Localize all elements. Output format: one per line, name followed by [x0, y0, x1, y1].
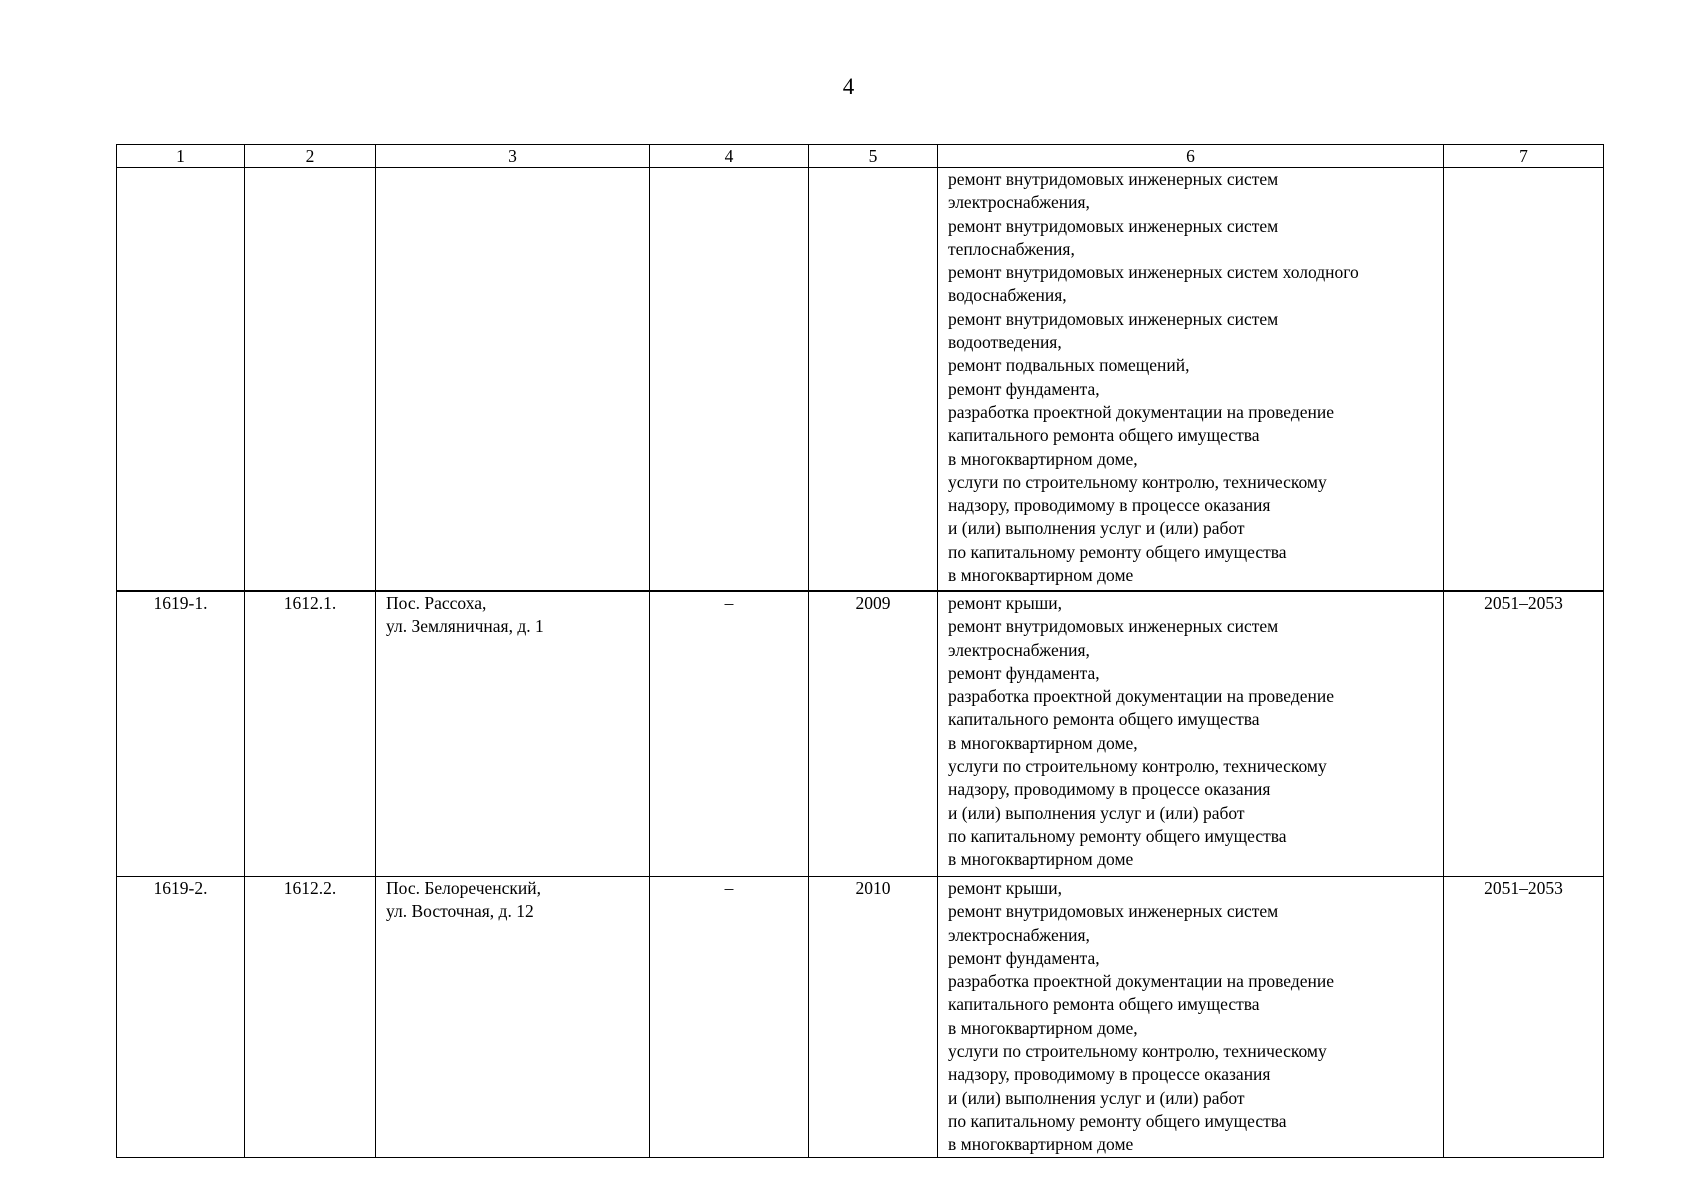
text-line: по капитальному ремонту общего имущества	[948, 1110, 1287, 1131]
text-line: ремонт крыши,	[948, 878, 1062, 898]
table-row	[117, 168, 1604, 592]
text-line: ремонт внутридомовых инженерных систем	[948, 308, 1279, 329]
text-line: ремонт внутридомовых инженерных систем	[948, 169, 1279, 189]
column-header-7: 7	[1444, 145, 1604, 168]
text-line: ремонт фундамента,	[948, 947, 1100, 968]
text-line: в многоквартирном доме	[948, 565, 1134, 586]
text-line: в многоквартирном доме	[948, 849, 1134, 870]
column-4-cell	[650, 168, 809, 592]
text-line: электроснабжения,	[948, 924, 1090, 945]
text-line: надзору, проводимому в процессе оказания	[948, 495, 1271, 516]
period-cell: 2051–2053	[1444, 877, 1604, 1158]
text-line: водоснабжения,	[948, 285, 1067, 306]
address-cell	[376, 877, 650, 1158]
text-line: надзору, проводимому в процессе оказания	[948, 779, 1271, 800]
text-line: капитального ремонта общего имущества	[948, 425, 1260, 446]
text-line: услуги по строительному контролю, техническому	[948, 756, 1327, 777]
works-list-cell	[938, 168, 1444, 592]
text-line: ремонт фундамента,	[948, 662, 1100, 683]
text-line: в многоквартирном доме,	[948, 732, 1138, 753]
period-cell	[1444, 168, 1604, 592]
row-number-cell: 1619-2.	[117, 877, 245, 1158]
header-row	[117, 145, 1604, 168]
program-number-cell: 1612.2.	[245, 877, 376, 1158]
text-line: по капитальному ремонту общего имущества	[948, 825, 1287, 846]
text-line: ул. Восточная, д. 12	[386, 901, 534, 922]
program-number-cell	[245, 168, 376, 592]
text-line: ремонт внутридомовых инженерных систем	[948, 215, 1279, 236]
column-4-cell: –	[650, 591, 809, 877]
text-line: в многоквартирном доме,	[948, 448, 1138, 469]
text-line: ремонт подвальных помещений,	[948, 355, 1190, 376]
table-row	[117, 591, 1604, 877]
text-line: услуги по строительному контролю, техническому	[948, 471, 1327, 492]
column-header-6: 6	[938, 145, 1444, 168]
text-line: капитального ремонта общего имущества	[948, 994, 1260, 1015]
text-line: электроснабжения,	[948, 192, 1090, 213]
text-line: услуги по строительному контролю, техническому	[948, 1041, 1327, 1062]
text-line: и (или) выполнения услуг и (или) работ	[948, 518, 1245, 539]
repair-schedule-table	[116, 144, 1604, 1158]
text-line: ремонт внутридомовых инженерных систем	[948, 616, 1279, 637]
text-line: ремонт фундамента,	[948, 378, 1100, 399]
column-header-1: 1	[117, 145, 245, 168]
column-header-3: 3	[376, 145, 650, 168]
program-number-cell: 1612.1.	[245, 591, 376, 877]
column-header-2: 2	[245, 145, 376, 168]
text-line: Пос. Рассоха,	[386, 593, 487, 613]
works-list-cell	[938, 591, 1444, 877]
text-line: разработка проектной документации на проведение	[948, 686, 1334, 707]
works-list-cell	[938, 877, 1444, 1158]
text-line: теплоснабжения,	[948, 238, 1075, 259]
period-cell: 2051–2053	[1444, 591, 1604, 877]
text-line: ремонт внутридомовых инженерных систем холодного	[948, 262, 1359, 283]
table-row	[117, 877, 1604, 1158]
text-line: ремонт крыши,	[948, 593, 1062, 613]
text-line: и (или) выполнения услуг и (или) работ	[948, 1087, 1245, 1108]
address-cell	[376, 591, 650, 877]
text-line: по капитальному ремонту общего имущества	[948, 541, 1287, 562]
column-4-cell: –	[650, 877, 809, 1158]
year-cell: 2010	[809, 877, 938, 1158]
column-header-4: 4	[650, 145, 809, 168]
text-line: капитального ремонта общего имущества	[948, 709, 1260, 730]
text-line: ремонт внутридомовых инженерных систем	[948, 901, 1279, 922]
text-line: электроснабжения,	[948, 639, 1090, 660]
address-cell	[376, 168, 650, 592]
row-number-cell	[117, 168, 245, 592]
text-line: Пос. Белореченский,	[386, 878, 542, 898]
row-number-cell: 1619-1.	[117, 591, 245, 877]
text-line: водоотведения,	[948, 332, 1062, 353]
year-cell: 2009	[809, 591, 938, 877]
text-line: в многоквартирном доме,	[948, 1017, 1138, 1038]
text-line: надзору, проводимому в процессе оказания	[948, 1064, 1271, 1085]
year-cell	[809, 168, 938, 592]
page-number: 4	[842, 74, 855, 99]
text-line: разработка проектной документации на проведение	[948, 971, 1334, 992]
text-line: в многоквартирном доме	[948, 1134, 1134, 1155]
text-line: ул. Земляничная, д. 1	[386, 616, 544, 637]
column-header-5: 5	[809, 145, 938, 168]
text-line: разработка проектной документации на проведение	[948, 401, 1334, 422]
text-line: и (или) выполнения услуг и (или) работ	[948, 802, 1245, 823]
